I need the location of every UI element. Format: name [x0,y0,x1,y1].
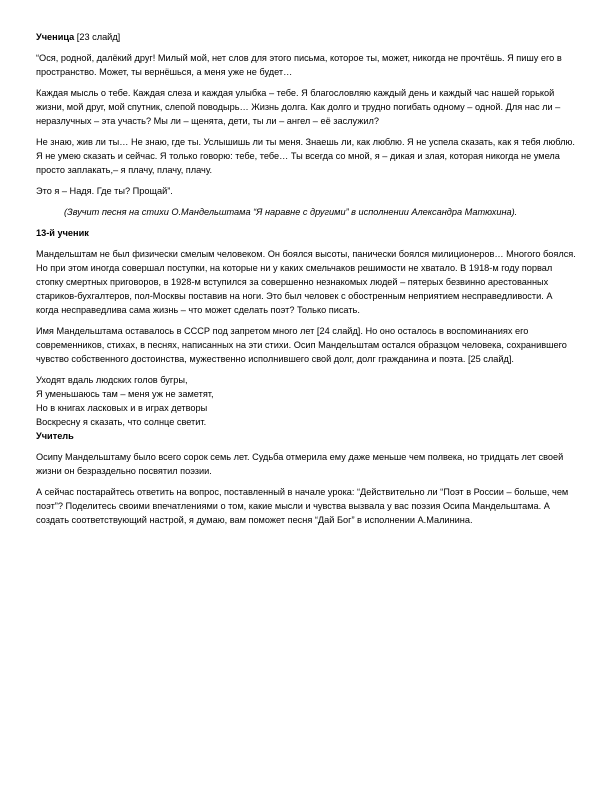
poem-line: Воскресну я сказать, что солнце светит. [36,417,207,427]
letter-paragraph: “Ося, родной, далёкий друг! Милый мой, нет слов для этого письма, которое ты, может, никогда не прочтёшь. Я пишу его в пространство. Может, ты вернёшься, а меня уже не будет… [36,53,562,77]
speaker-label: Ученица [36,32,75,42]
poem-stanza [36,373,576,429]
teacher-paragraph: А сейчас постарайтесь ответить на вопрос, поставленный в начале урока: “Действительно ли “Поэт в России – больше, чем поэт”? Поделитесь своими впечатлениями о том, какие мысли и чувства вызвала у вас поэзия Осипа Мандельштама. А создать соответствующий настрой, я думаю, вам поможет песня “Дай Бог” в исполнении А.Малинина. [36,487,569,525]
letter-paragraph: Не знаю, жив ли ты… Не знаю, где ты. Услышишь ли ты меня. Знаешь ли, как люблю. Я не успела сказать, как я тебя люблю. Я не умею сказать и сейчас. Я только говорю: тебе, тебе… Ты всегда со мной, я – дикая и злая, которая никогда не умела просто заплакать,– я плачу, плачу, плачу. [36,137,575,175]
student-paragraph: Имя Мандельштама оставалось в СССР под запретом много лет [24 слайд]. Но оно осталось в воспоминаниях его современников, стихах, в песнях, написанных на эти стихи. Осип Мандельштам остался образцом человека, сохранившего чувство собственного достоинства, мужественно исполнившего свой долг, долг гражданина и поэта. [25 слайд]. [36,326,567,364]
slide-reference: [23 слайд] [76,32,121,42]
poem-line: Я уменьшаюсь там – меня уж не заметят, [36,389,214,399]
teacher-paragraph: Осипу Мандельштаму было всего сорок семь лет. Судьба отмерила ему даже меньше чем полвека, но тридцать лет своей жизни он безраздельно посвятил поэзии. [36,452,564,476]
poem-line: Но в книгах ласковых и в играх детворы [36,403,208,413]
speaker-heading-13th-student: 13-й ученик [36,228,89,238]
speaker-heading-student [36,30,576,44]
document-body [36,30,576,534]
speaker-heading-teacher: Учитель [36,431,74,441]
letter-paragraph: Каждая мысль о тебе. Каждая слеза и каждая улыбка – тебе. Я благословляю каждый день и каждый час нашей горькой жизни, мой друг, мой спутник, слепой поводырь… Жизнь долга. Как долго и трудно погибать одному – одной. Для нас ли – неразлучных – эта участь? Мы ли – щенята, дети, ты ли – ангел – её заслужил? [36,88,561,126]
poem-line: Уходят вдаль людских голов бугры, [36,375,188,385]
letter-paragraph: Это я – Надя. Где ты? Прощай”. [36,186,173,196]
student-paragraph: Мандельштам не был физически смелым человеком. Он боялся высоты, панически боялся милиционеров… Многого боялся. Но при этом иногда совершал поступки, на которые ни у каких смельчаков решимости не хватало. В 1918-м году порвал стопку смертных приговоров, в 1928-м вступился за совершенно незнакомых людей – пятерых безвинно арестованных стариков-бухгалтеров, пол-Москвы поставив на ноги. Это был человек с обостренным неприятием несправедливости. А когда несправедлива сама жизнь – что может сделать поэт? Только писать. [36,249,576,315]
stage-direction: (Звучит песня на стихи О.Мандельштама “Я наравне с другими” в исполнении Александра Матюхина). [64,207,518,217]
